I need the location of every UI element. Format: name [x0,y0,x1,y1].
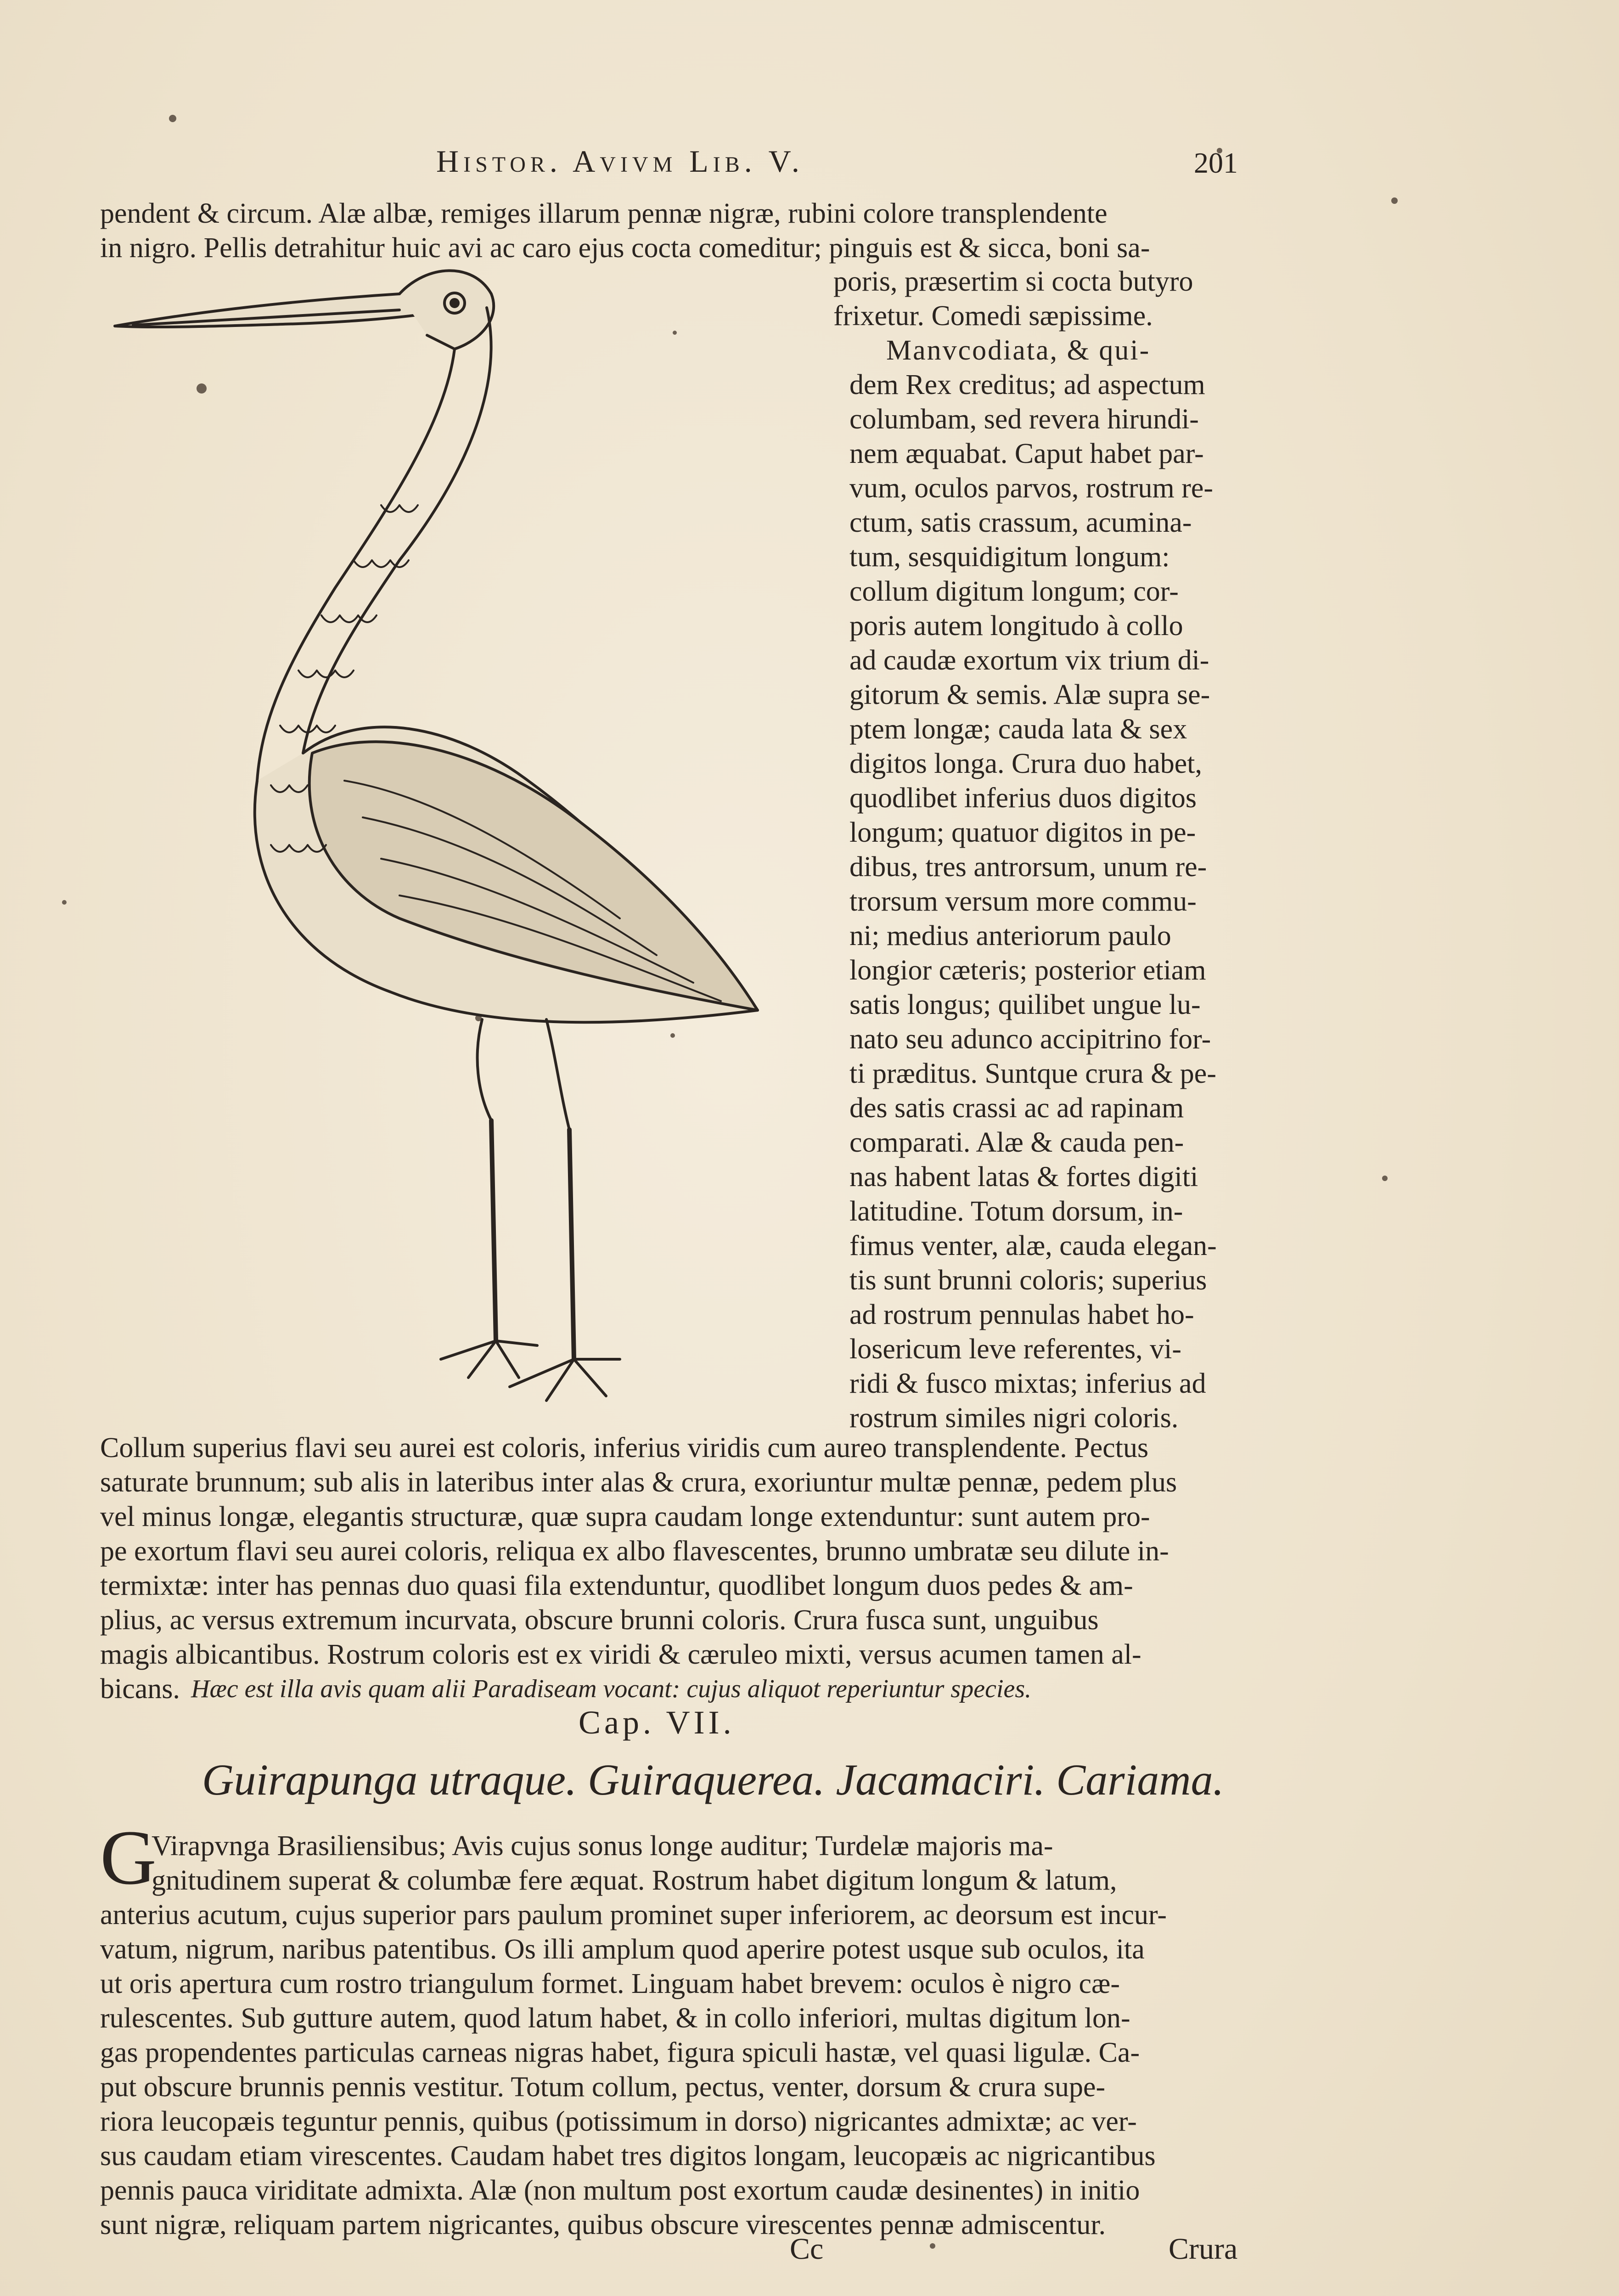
page-number: 201 [1194,146,1238,179]
column-line: tis sunt brunni coloris; superius [849,1265,1207,1296]
signature-mark: Cc [790,2232,824,2266]
column-line: satis longus; quilibet ungue lu- [849,989,1201,1020]
body-line: put obscure brunnis pennis vestitur. Totum collum, pectus, venter, dorsum & crura supe- [100,2071,1106,2103]
column-line: ctum, satis crassum, acumina- [849,507,1192,538]
column-line: ridi & fusco mixtas; inferius ad [849,1368,1206,1399]
catchword: Crura [1169,2232,1238,2266]
text-line: vel minus longæ, elegantis structuræ, quæ supra caudam longe extenduntur: sunt autem pro- [100,1501,1150,1532]
column-line: rostrum similes nigri coloris. [849,1402,1179,1434]
column-line: longum; quatuor digitos in pe- [849,817,1196,848]
bird-woodcut-figure [106,266,822,1414]
column-line: digitos longa. Crura duo habet, [849,748,1202,779]
column-line: ad caudæ exortum vix trium di- [849,645,1209,676]
text-line: bicans. [100,1673,180,1705]
column-line: ti præditus. Suntque crura & pe- [849,1058,1216,1089]
text-line: pendent & circum. Alæ albæ, remiges illarum pennæ nigræ, rubini colore transplendente [100,198,1107,229]
body-line: riora leucopæis teguntur pennis, quibus (potissimum in dorso) nigricantes admixtæ; ac ver- [100,2106,1137,2137]
foxing-spot [1391,197,1398,204]
text-line: magis albicantibus. Rostrum coloris est ex viridi & cæruleo mixti, versus acumen tamen al- [100,1639,1141,1670]
column-line: Manvcodiata, & qui- [886,335,1151,366]
chapter-title: Guirapunga utraque. Guiraquerea. Jacamaciri. Cariama. [202,1755,1224,1804]
body-line: gas propendentes particulas carneas nigras habet, figura spiculi hastæ, vel quasi ligulæ. Ca- [100,2037,1140,2068]
text-line: termixtæ: inter has pennas duo quasi fila extenduntur, quodlibet longum duos pedes & am- [100,1570,1133,1601]
column-line: dem Rex creditus; ad aspectum [849,369,1205,400]
column-line: trorsum versum more commu- [849,886,1197,917]
text-line: plius, ac versus extremum incurvata, obscure brunni coloris. Crura fusca sunt, unguibus [100,1604,1099,1636]
column-line: des satis crassi ac ad rapinam [849,1092,1184,1124]
column-line: poris, præsertim si cocta butyro [833,266,1193,297]
column-line: ptem longæ; cauda lata & sex [849,714,1187,745]
column-line: tum, sesquidigitum longum: [849,541,1170,573]
column-line: quodlibet inferius duos digitos [849,782,1197,814]
text-line: Collum superius flavi seu aurei est coloris, inferius viridis cum aureo transplendente. Pectus [100,1432,1149,1463]
column-line: vum, oculos parvos, rostrum re- [849,473,1214,504]
column-line: frixetur. Comedi sæpissime. [833,300,1153,332]
foxing-spot [1382,1176,1388,1181]
drop-cap: G [100,1814,157,1901]
column-line: columbam, sed revera hirundi- [849,404,1199,435]
column-line: comparati. Alæ & cauda pen- [849,1127,1184,1158]
foxing-spot [930,2243,935,2249]
column-line: nem æquabat. Caput habet par- [849,438,1204,469]
column-line: ni; medius anteriorum paulo [849,920,1171,951]
body-line: gnitudinem superat & columbæ fere æquat. Rostrum habet digitum longum & latum, [152,1865,1117,1896]
body-line: sunt nigræ, reliquam partem nigricantes, quibus obscure virescentes pennæ admiscentur. [100,2209,1106,2240]
italic-note: Hæc est illa avis quam alii Paradiseam vocant: cujus aliquot reperiuntur species. [191,1675,1032,1703]
running-title: Histor. Avivm Lib. V. [436,144,804,179]
column-line: ad rostrum pennulas habet ho- [849,1299,1194,1330]
column-line: latitudine. Totum dorsum, in- [849,1196,1183,1227]
body-line: ut oris apertura cum rostro triangulum formet. Linguam habet brevem: oculos è nigro cæ- [100,1968,1120,1999]
column-line: dibus, tres antrorsum, unum re- [849,851,1207,883]
column-line: nas habent latas & fortes digiti [849,1161,1198,1193]
column-line: longior cæteris; posterior etiam [849,955,1206,986]
column-line: poris autem longitudo à collo [849,610,1183,642]
column-line: gitorum & semis. Alæ supra se- [849,679,1210,710]
text-line: in nigro. Pellis detrahitur huic avi ac caro ejus cocta comeditur; pinguis est & sicca, boni sa- [100,232,1150,264]
body-line: pennis pauca viriditate admixta. Alæ (non multum post exortum caudæ desinentes) in initio [100,2175,1140,2206]
foxing-spot [169,115,176,122]
column-line: losericum leve referentes, vi- [849,1334,1181,1365]
body-line: rulescentes. Sub gutture autem, quod latum habet, & in collo inferiori, multas digitum lon- [100,2003,1130,2034]
column-line: fimus venter, alæ, cauda elegan- [849,1230,1217,1261]
body-line: Virapvnga Brasiliensibus; Avis cujus sonus longe auditur; Turdelæ majoris ma- [152,1830,1053,1862]
column-line: collum digitum longum; cor- [849,576,1179,607]
text-line: saturate brunnum; sub alis in lateribus inter alas & crura, exoriuntur multæ pennæ, pedem plus [100,1467,1177,1498]
body-line: sus caudam etiam virescentes. Caudam habet tres digitos longam, leucopæis ac nigricantibus [100,2140,1156,2172]
body-line: vatum, nigrum, naribus patentibus. Os illi amplum quod aperire potest usque sub oculos, ita [100,1934,1145,1965]
text-line: pe exortum flavi seu aurei coloris, reliqua ex albo flavescentes, brunno umbratæ seu dilute in- [100,1536,1169,1567]
body-line: anterius acutum, cujus superior pars paulum prominet super inferiorem, ac deorsum est incur- [100,1899,1167,1930]
chapter-heading: Cap. VII. [579,1704,735,1741]
foxing-spot [62,900,67,905]
column-line: nato seu adunco accipitrino for- [849,1024,1211,1055]
